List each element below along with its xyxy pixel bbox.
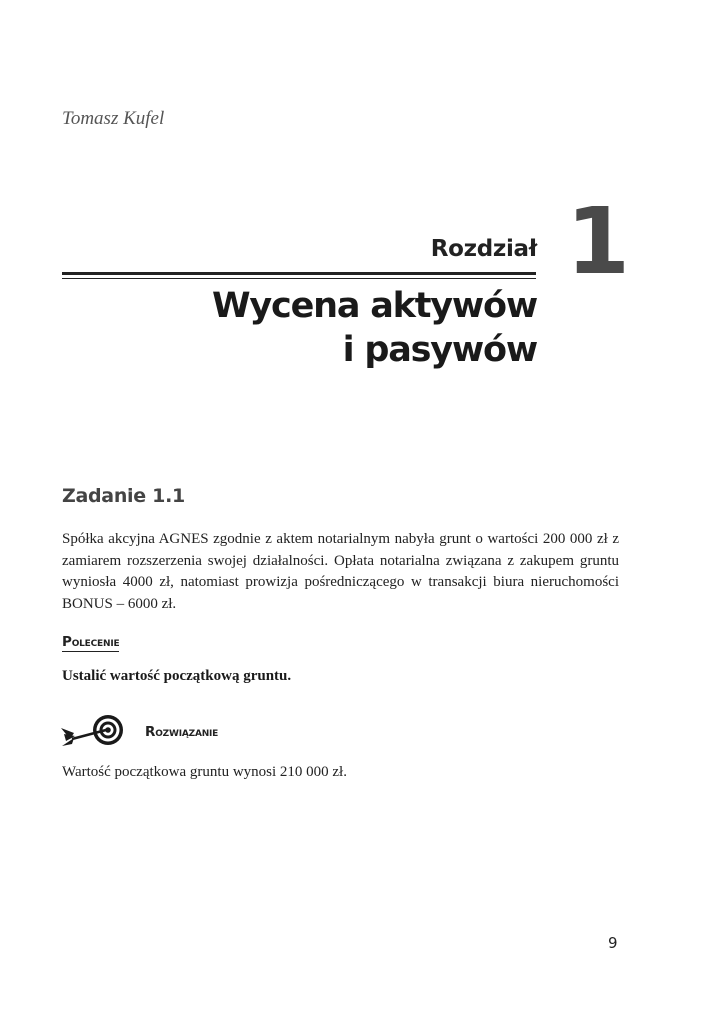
chapter-title-line-1: Wycena aktywów [212,286,537,326]
author-name: Tomasz Kufel [62,108,165,129]
chapter-title-line-2: i pasywów [342,330,537,370]
answer-text: Wartość początkowa gruntu wynosi 210 000 zł. [62,764,347,780]
chapter-label: Rozdział [430,236,537,262]
chapter-title [212,284,537,372]
task-paragraph: Spółka akcyjna AGNES zgodnie z aktem notarialnym nabyła grunt o wartości 200 000 zł z zamiarem rozszerzenia swojej działalności. Opłata notarialna związana z zakupem gruntu wyniosła 4000 zł, natomiast prowizja pośredniczącego w transakcji biura nieruchomości BONUS – 6000 zł. [62,531,619,612]
command-text: Ustalić wartość początkową gruntu. [62,668,292,684]
solution-heading: Rozwiązanie [145,724,219,740]
page-number: 9 [608,934,618,952]
chapter-rule-thick [62,272,536,275]
chapter-rule-thin [62,278,536,279]
command-heading: Polecenie [62,634,120,650]
chapter-number: 1 [566,188,627,295]
task-heading: Zadanie 1.1 [62,485,185,507]
target-arrow-icon [60,708,128,752]
